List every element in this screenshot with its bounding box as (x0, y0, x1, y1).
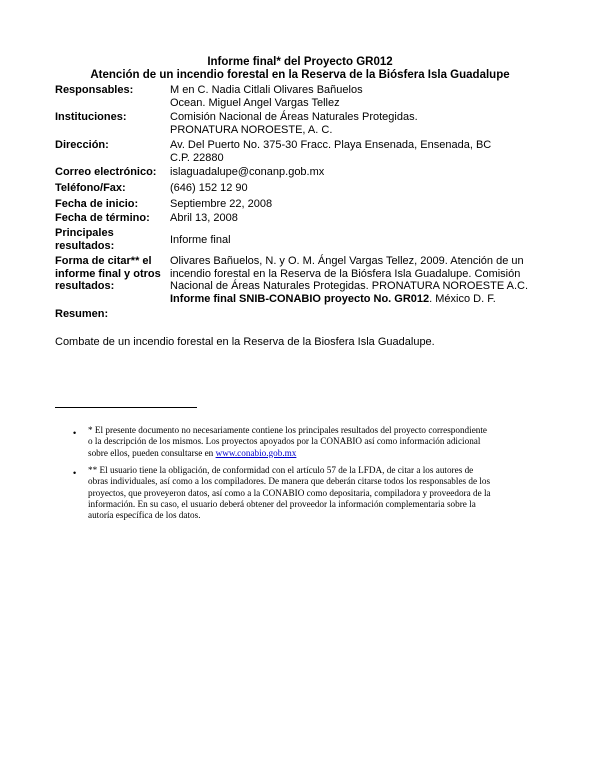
bullet-icon: • (73, 428, 77, 438)
footnote-line: o la descripción de los mismos. Los proyectos apoyados por la CONABIO así como información adicional (88, 436, 481, 447)
results-value: Informe final (170, 234, 231, 246)
field-label: Responsables: (55, 84, 134, 96)
label-line: informe final y otros (55, 267, 161, 280)
value-line: incendio forestal en la Reserva de la Biósfera Isla Guadalupe. Comisión (170, 267, 521, 280)
phone-value: (646) 152 12 90 (170, 182, 248, 194)
footnote-1 (88, 425, 526, 459)
field-value (170, 84, 548, 109)
field-label: Fecha de inicio: (55, 198, 139, 210)
field-label (55, 227, 167, 252)
value-line: C.P. 22880 (170, 151, 224, 164)
footnote-text: sobre ellos, pueden consultarse en (88, 447, 216, 458)
field-label: Dirección: (55, 139, 109, 151)
field-label: Instituciones: (55, 111, 127, 123)
footnote-line: ** El usuario tiene la obligación, de conformidad con el artículo 57 de la LFDA, de citar a los autores de (88, 465, 474, 475)
label-line: Principales (55, 227, 114, 239)
field-label (55, 255, 167, 293)
value-line: Olivares Bañuelos, N. y O. M. Ángel Vargas Tellez, 2009. Atención de un (170, 255, 524, 267)
report-title: Informe final* del Proyecto GR012 (207, 56, 393, 68)
label-line: resultados: (55, 239, 115, 252)
value-line: Nacional de Áreas Naturales Protegidas. PRONATURA NOROESTE A.C. (170, 280, 529, 292)
footnote-line: * El presente documento no necesariamente contiene los principales resultados del proyecto correspondiente (88, 425, 488, 435)
value-line: M en C. Nadia Citlali Olivares Bañuelos (170, 84, 363, 96)
footnote-divider (55, 407, 197, 408)
project-title: Atención de un incendio forestal en la Reserva de la Biósfera Isla Guadalupe (90, 69, 510, 81)
value-line: Ocean. Miguel Angel Vargas Tellez (170, 96, 340, 109)
label-line: resultados: (55, 280, 115, 292)
start-date-value: Septiembre 22, 2008 (170, 198, 273, 210)
citation-rest: . México D. F. (429, 292, 496, 305)
footnote-line (88, 448, 526, 459)
field-value (170, 111, 548, 136)
value-line: PRONATURA NOROESTE, A. C. (170, 123, 333, 136)
footnote-line: proyectos, que proveyeron datos, así como a la CONABIO como depositaria, compiladora y proveedora de la (88, 487, 491, 498)
footnote-line: autoría específica de los datos. (88, 510, 201, 521)
field-label: Correo electrónico: (55, 166, 157, 178)
bullet-icon: • (73, 468, 77, 478)
email-value: islaguadalupe@conanp.gob.mx (170, 166, 325, 178)
field-label: Teléfono/Fax: (55, 182, 126, 194)
citation-value (170, 255, 548, 305)
footnote-line: información. En su caso, el usuario deberá obtener del proveedor la información complementaria sobre la (88, 498, 476, 509)
value-line: Comisión Nacional de Áreas Naturales Protegidas. (170, 111, 418, 123)
field-label: Resumen: (55, 308, 109, 320)
conabio-link[interactable]: www.conabio.gob.mx (215, 447, 297, 458)
end-date-value: Abril 13, 2008 (170, 212, 238, 224)
summary-text: Combate de un incendio forestal en la Reserva de la Biosfera Isla Guadalupe. (55, 336, 435, 348)
field-value (170, 139, 548, 164)
footnote-line: obras individuales, así como a los compiladores. De manera que deberán citarse todos los responsables de los (88, 476, 491, 487)
value-line: Av. Del Puerto No. 375-30 Fracc. Playa Ensenada, Ensenada, BC (170, 139, 492, 151)
label-line: Forma de citar** el (55, 255, 152, 267)
field-label: Fecha de término: (55, 212, 150, 224)
footnote-2 (88, 465, 526, 521)
citation-bold: Informe final SNIB-CONABIO proyecto No. GR012 (170, 292, 430, 305)
value-line (170, 293, 548, 306)
